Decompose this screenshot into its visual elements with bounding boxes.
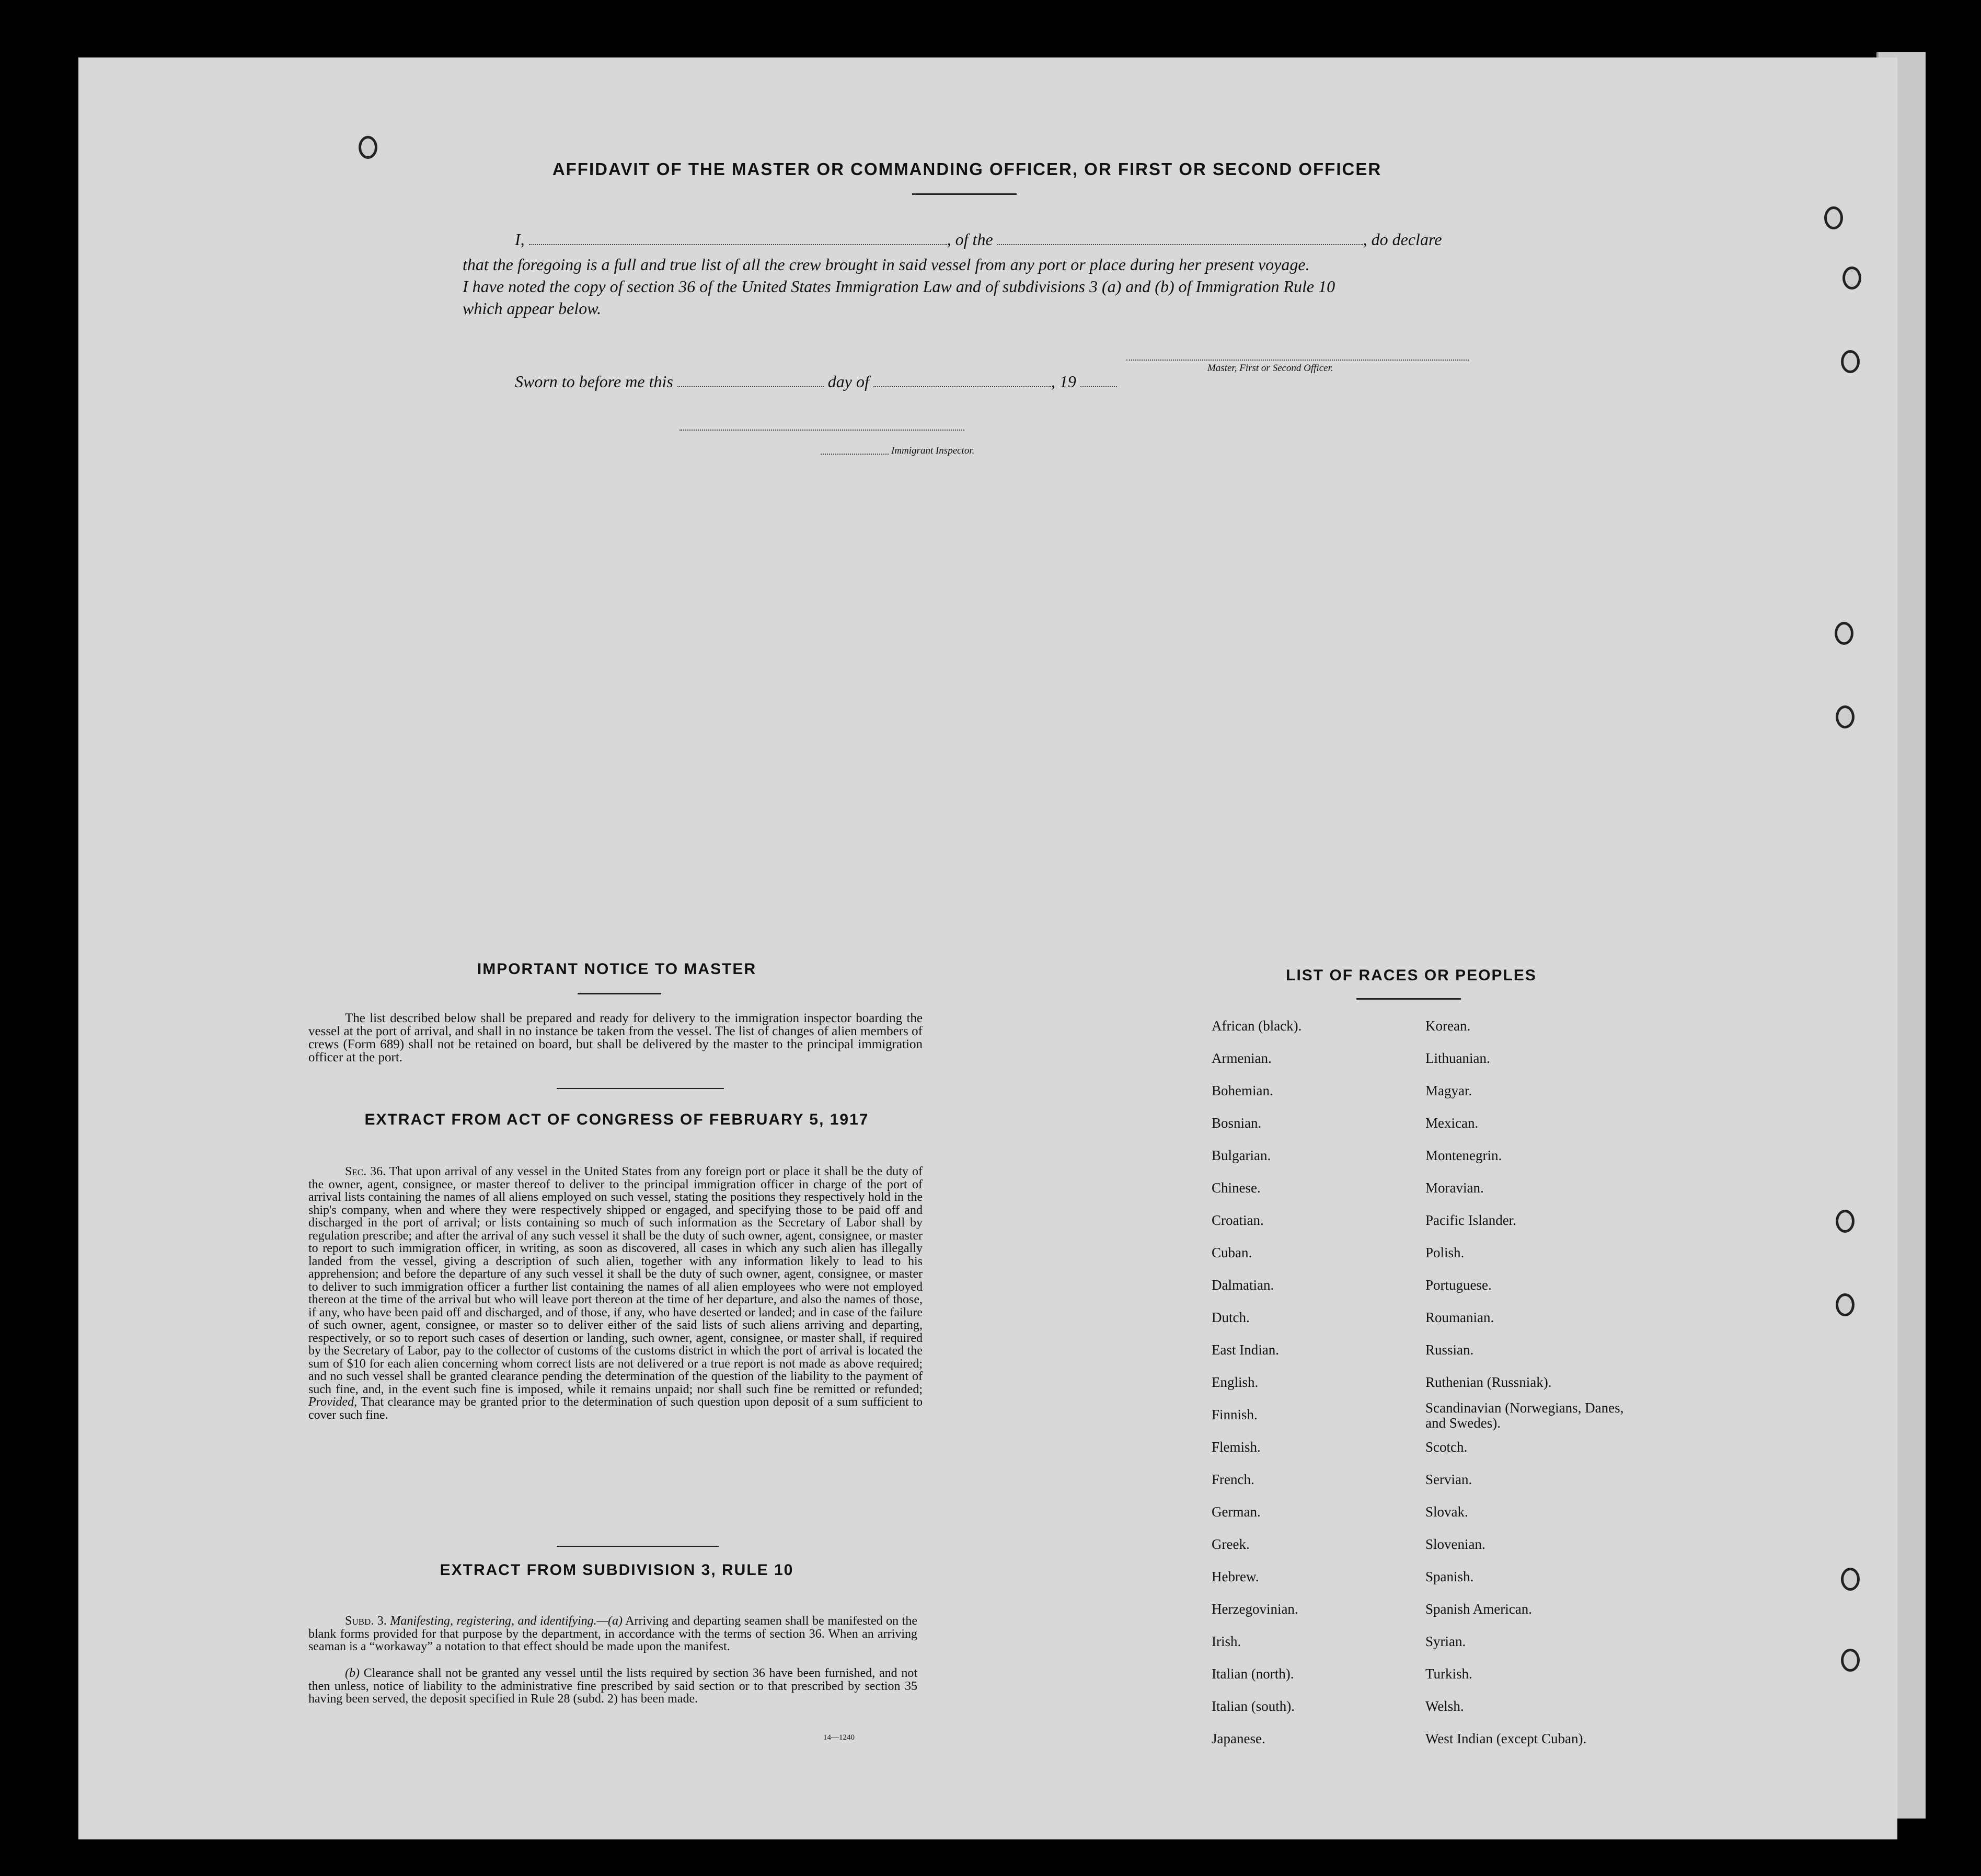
affidavit-declare: , do declare	[1363, 230, 1442, 249]
rule-subd-b	[308, 1667, 917, 1706]
race-item: Slovenian.	[1425, 1536, 1485, 1552]
race-item: African (black).	[1212, 1018, 1302, 1034]
race-item: Armenian.	[1212, 1050, 1272, 1066]
punch-hole	[1835, 622, 1853, 645]
race-item: Magyar.	[1425, 1083, 1472, 1098]
race-item: Polish.	[1425, 1245, 1465, 1260]
race-item: Irish.	[1212, 1634, 1241, 1649]
race-item: Ruthenian (Russniak).	[1425, 1374, 1552, 1390]
race-item: Cuban.	[1212, 1245, 1252, 1260]
day-of: day of	[827, 372, 869, 391]
race-item: Servian.	[1425, 1472, 1472, 1487]
race-item: Dalmatian.	[1212, 1277, 1274, 1293]
race-item: Herzegovinian.	[1212, 1601, 1298, 1617]
punch-hole	[1836, 1293, 1855, 1316]
affidavit-line-2: that the foregoing is a full and true list of all the crew brought in said vessel from any port or place during her present voyage.	[463, 255, 1310, 274]
punch-hole	[1841, 1649, 1860, 1672]
race-item: Bosnian.	[1212, 1115, 1262, 1131]
punch-hole	[1824, 206, 1843, 229]
race-item: Slovak.	[1425, 1504, 1468, 1520]
race-item: Scotch.	[1425, 1439, 1468, 1455]
inspector-label: Immigrant Inspector.	[891, 445, 975, 456]
rule-title: EXTRACT FROM SUBDIVISION 3, RULE 10	[440, 1561, 794, 1579]
race-item: Portuguese.	[1425, 1277, 1492, 1293]
act-provided-text: That clearance may be granted prior to the determination of such question upon deposit of a sum sufficient to cover such fine.	[308, 1395, 923, 1422]
race-item: Spanish.	[1425, 1569, 1474, 1584]
sworn-text: Sworn to before me this	[515, 372, 673, 391]
race-item: East Indian.	[1212, 1342, 1279, 1358]
name-blank	[529, 234, 947, 245]
race-item: Roumanian.	[1425, 1310, 1494, 1325]
act-text: That upon arrival of any vessel in the United States from any foreign port or place it shall be the duty of the owner, agent, consignee, or master thereof to deliver to the principal immigration officer in charge of the port of arrival lists containing the names of all aliens employed on such vessel, stating the positions they respectively hold in the ship's company, when and where they were respectively shipped or engaged, and specifying those to be paid off and discharged in the port of arrival; or lists containing so much of such information as the Secretary of Labor shall by regulation prescribe; and after the arrival of any such vessel it shall be the duty of such owner, agent, consignee, or master to report to such immigration officer, in writing, as soon as discovered, all cases in which any such alien has illegally landed from the vessel, giving a description of such alien, together with any information likely to lead to his apprehension; and before the departure of any such vessel it shall be the duty of such owner, agent, consignee, or master to deliver to such immigration officer a further list containing the names of all alien employees who were not employed thereon at the time of the arrival but who will leave port thereon at the time of her departure, and also the names of those, if any, who have been paid off and discharged, and of those, if any, who have deserted or landed; and in case of the failure of such owner, agent, consignee, or master so to deliver either of the said lists of such aliens arriving and departing, respectively, or so to report such cases of desertion or landing, such owner, agent, consignee, or master shall, if required by the Secretary of Labor, pay to the collector of customs of the customs district in which the port of arrival is located the sum of $10 for each alien concerning whom correct lists are not delivered or a true report is not made as above required; and no such vessel shall be granted clearance pending the determination of the question of the liability to the payment of such fine, and, in the event such fine is imposed, while it remains unpaid; nor shall such fine be remitted or refunded;	[308, 1165, 923, 1396]
punch-hole	[1842, 267, 1861, 289]
race-item: Hebrew.	[1212, 1569, 1259, 1584]
race-item: Montenegrin.	[1425, 1148, 1502, 1163]
act-body	[308, 1165, 923, 1421]
races-title: LIST OF RACES OR PEOPLES	[1286, 967, 1537, 984]
race-item: Mexican.	[1425, 1115, 1479, 1131]
race-item: Syrian.	[1425, 1634, 1466, 1649]
affidavit-of-the: , of the	[947, 230, 993, 249]
day-blank	[677, 376, 824, 387]
divider	[578, 993, 661, 994]
rule-subd-a	[308, 1615, 917, 1653]
race-item: German.	[1212, 1504, 1261, 1520]
divider	[557, 1546, 719, 1547]
affidavit-title: AFFIDAVIT OF THE MASTER OR COMMANDING OFFICER, OR FIRST OR SECOND OFFICER	[552, 159, 1382, 179]
inspector-dots	[821, 454, 889, 455]
notice-body: The list described below shall be prepared and ready for delivery to the immigration inspector boarding the vessel at the port of arrival, and shall in no instance be taken from the vessel. The list of changes of alien members of crews (Form 689) shall not be retained on board, but shall be delivered by the master to the principal immigration officer at the port.	[308, 1011, 923, 1064]
month-blank	[873, 376, 1051, 387]
act-sec-label: Sec. 36.	[345, 1165, 386, 1178]
race-item: Italian (south).	[1212, 1698, 1295, 1714]
affidavit-line-4: which appear below.	[463, 299, 602, 318]
race-item: French.	[1212, 1472, 1254, 1487]
race-item: Croatian.	[1212, 1212, 1264, 1228]
race-item: Japanese.	[1212, 1731, 1265, 1746]
race-item: Chinese.	[1212, 1180, 1261, 1196]
race-item: Russian.	[1425, 1342, 1474, 1358]
race-item: Turkish.	[1425, 1666, 1472, 1682]
punch-hole	[1841, 1568, 1860, 1591]
race-item: Italian (north).	[1212, 1666, 1294, 1682]
punch-hole	[1836, 1210, 1855, 1233]
race-item: Scandinavian (Norwegians, Danes, and Swedes).	[1425, 1400, 1624, 1431]
notice-title: IMPORTANT NOTICE TO MASTER	[477, 960, 757, 978]
race-item: Lithuanian.	[1425, 1050, 1490, 1066]
rule-subd-label: Subd. 3.	[345, 1614, 387, 1628]
race-item: Moravian.	[1425, 1180, 1484, 1196]
master-signature-line	[1126, 360, 1469, 361]
punch-hole	[1841, 350, 1860, 373]
race-item: Welsh.	[1425, 1698, 1464, 1714]
affidavit-line-1	[515, 230, 1477, 249]
divider	[912, 193, 1017, 195]
master-signature-label: Master, First or Second Officer.	[1207, 363, 1333, 374]
rule-b-text: Clearance shall not be granted any vessel until the lists required by section 36 have been furnished, and not then unless, notice of liability to the administrative fine prescribed by said section or to that prescribed by section 35 having been served, the deposit specified in Rule 28 (subd. 2) has been made.	[308, 1666, 917, 1706]
sworn-line	[515, 372, 1117, 391]
race-item: Pacific Islander.	[1425, 1212, 1516, 1228]
race-item: Flemish.	[1212, 1439, 1261, 1455]
affidavit-i: I,	[515, 230, 525, 249]
rule-b-label: (b)	[345, 1666, 360, 1680]
divider	[1356, 998, 1461, 1000]
race-item: Finnish.	[1212, 1407, 1258, 1422]
race-item: Greek.	[1212, 1536, 1250, 1552]
race-item: Spanish American.	[1425, 1601, 1532, 1617]
act-title: EXTRACT FROM ACT OF CONGRESS OF FEBRUARY 5, 1917	[364, 1111, 869, 1128]
act-provided-label: Provided,	[308, 1395, 358, 1409]
punch-hole	[1836, 705, 1855, 728]
punch-hole	[359, 136, 377, 159]
form-number: 14—1240	[823, 1733, 855, 1742]
year-blank	[1080, 376, 1117, 387]
divider	[557, 1088, 724, 1089]
race-item: Bohemian.	[1212, 1083, 1273, 1098]
race-item: English.	[1212, 1374, 1259, 1390]
affidavit-line-3: I have noted the copy of section 36 of the United States Immigration Law and of subdivisions 3 (a) and (b) of Immigration Rule 10	[463, 277, 1335, 296]
vessel-blank	[997, 234, 1363, 245]
inspector-signature-line	[679, 430, 964, 431]
rule-a-text: Arriving and departing seamen shall be manifested on the blank forms provided for that purpose by the department, in accordance with the terms of section 36. When an arriving seaman is a “workaway” a notation to that effect should be made upon the manifest.	[308, 1614, 918, 1653]
rule-subd-heading: Manifesting, registering, and identifying.—(a)	[390, 1614, 623, 1628]
race-item: West Indian (except Cuban).	[1425, 1731, 1587, 1746]
race-item: Korean.	[1425, 1018, 1471, 1034]
race-item: Bulgarian.	[1212, 1148, 1271, 1163]
year-prefix: , 19	[1051, 372, 1076, 391]
race-item: Dutch.	[1212, 1310, 1250, 1325]
